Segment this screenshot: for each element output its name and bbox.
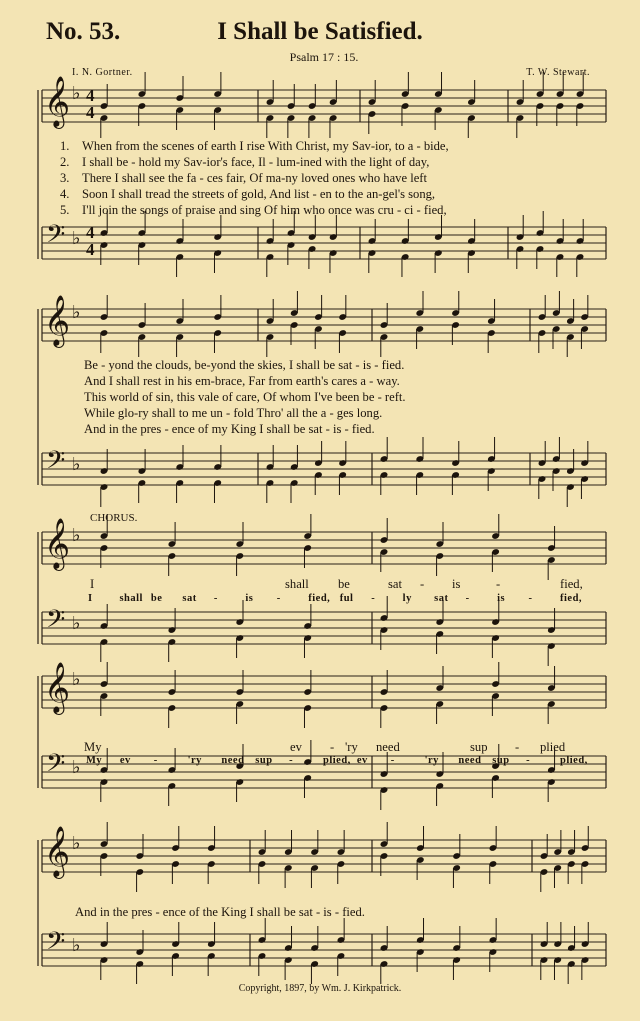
chorus-word: - bbox=[289, 755, 294, 766]
key-flat-icon: ♭ bbox=[72, 525, 81, 545]
chorus-word: sat bbox=[182, 593, 197, 604]
chorus-word: is bbox=[452, 577, 461, 591]
time-bottom: 4 bbox=[86, 240, 95, 259]
chorus-word: be bbox=[338, 577, 350, 591]
verse-1-line1 bbox=[60, 138, 449, 154]
chorus-word: be bbox=[150, 593, 163, 604]
treble-clef-icon: 𝄞 bbox=[44, 296, 71, 345]
chorus-word: - bbox=[153, 755, 158, 766]
verse-text: Soon I shall tread the streets of gold, And list - en to the an-gel's song, bbox=[82, 187, 436, 201]
verse-4-line1 bbox=[60, 186, 449, 202]
chorus-word: plied, bbox=[323, 755, 351, 766]
key-flat-icon: ♭ bbox=[72, 302, 81, 322]
chorus-word: - bbox=[528, 593, 533, 604]
treble-clef-icon: 𝄞 bbox=[44, 77, 71, 126]
chorus-word: ev bbox=[356, 755, 368, 766]
key-flat-icon: ♭ bbox=[72, 83, 81, 103]
chorus-word: 'ry bbox=[345, 740, 358, 754]
chorus-word: - bbox=[496, 577, 501, 591]
verse-number: 1. bbox=[60, 139, 70, 153]
key-flat-icon: ♭ bbox=[72, 833, 81, 853]
verse-text: There I shall see the fa - ces fair, Of ma-ny loved ones who have left bbox=[82, 171, 427, 185]
verse-3-line2: This world of sin, this vale of care, Of whom I've been be - reft. bbox=[84, 390, 406, 404]
verses-line1 bbox=[60, 138, 449, 218]
chorus-word: sup bbox=[492, 755, 510, 766]
key-flat-icon: ♭ bbox=[72, 228, 81, 248]
chorus-word: - bbox=[276, 593, 281, 604]
key-flat-icon: ♭ bbox=[72, 454, 81, 474]
chorus-word: My bbox=[86, 755, 103, 766]
hymn-number: No. 53. bbox=[46, 18, 121, 45]
chorus-word: is bbox=[245, 593, 254, 604]
chorus-word: sat bbox=[388, 577, 402, 591]
composer-credit: T. W. Stewart. bbox=[526, 67, 590, 78]
scripture-reference: Psalm 17 : 15. bbox=[289, 50, 359, 64]
verse-text: I shall be - hold my Sav-ior's face, Il - lum-ined with the light of day, bbox=[82, 155, 430, 169]
copyright-notice: Copyright, 1897, by Wm. J. Kirkpatrick. bbox=[238, 983, 402, 994]
chorus-word: ly bbox=[402, 593, 412, 604]
treble-clef-icon: 𝄞 bbox=[44, 827, 71, 876]
bass-clef-icon: 𝄢 bbox=[46, 221, 66, 254]
chorus-label: CHORUS. bbox=[90, 512, 138, 524]
key-flat-icon: ♭ bbox=[72, 757, 81, 777]
verse-4-line2: While glo-ry shall to me un - fold Thro' all the a - ges long. bbox=[84, 406, 383, 420]
time-top: 4 bbox=[86, 86, 95, 105]
author-credit: I. N. Gortner. bbox=[72, 67, 133, 78]
bass-clef-icon: 𝄢 bbox=[46, 928, 66, 961]
chorus-word: - bbox=[371, 593, 376, 604]
bass-clef-icon: 𝄢 bbox=[46, 606, 66, 639]
time-signature bbox=[86, 87, 95, 121]
verses-line2 bbox=[84, 357, 406, 437]
bass-clef-icon: 𝄢 bbox=[46, 447, 66, 480]
chorus-word: plied, bbox=[560, 755, 588, 766]
chorus-word: 'ry bbox=[187, 755, 202, 766]
verse-1-line2: Be - yond the clouds, be-yond the skies, I shall be sat - is - fied. bbox=[84, 358, 405, 372]
chorus-word: - bbox=[526, 755, 531, 766]
key-flat-icon: ♭ bbox=[72, 935, 81, 955]
verse-text: I'll join the songs of praise and sing Of him who once was cru - ci - fied, bbox=[82, 203, 447, 217]
treble-clef-icon: 𝄞 bbox=[44, 519, 71, 568]
bass-clef-icon: 𝄢 bbox=[46, 750, 66, 783]
time-signature bbox=[86, 224, 95, 258]
chorus-word: - bbox=[420, 577, 425, 591]
chorus-word: sup bbox=[470, 740, 488, 754]
verse-3-line1 bbox=[60, 170, 449, 186]
chorus-word: - bbox=[465, 593, 470, 604]
chorus-word: - bbox=[330, 740, 335, 754]
verse-number: 3. bbox=[60, 171, 70, 185]
chorus-word: plied bbox=[540, 740, 566, 754]
verse-text: When from the scenes of earth I rise With Christ, my Sav-ior, to a - bide, bbox=[82, 139, 449, 153]
verse-2-line1 bbox=[60, 154, 449, 170]
chorus-word: sup bbox=[255, 755, 273, 766]
chorus-word: ev bbox=[290, 740, 302, 754]
chorus-word: fied, bbox=[308, 593, 331, 604]
chorus-word: - bbox=[213, 593, 218, 604]
chorus-word: - bbox=[390, 755, 395, 766]
key-flat-icon: ♭ bbox=[72, 613, 81, 633]
chorus-word: My bbox=[84, 740, 102, 754]
verse-number: 2. bbox=[60, 155, 70, 169]
chorus-word: shall bbox=[285, 577, 309, 591]
chorus-word: shall bbox=[119, 593, 143, 604]
treble-clef-icon: 𝄞 bbox=[44, 663, 71, 712]
time-bottom: 4 bbox=[86, 103, 95, 122]
chorus-word: ev bbox=[119, 755, 131, 766]
hymn-title: I Shall be Satisfied. bbox=[217, 18, 423, 45]
chorus-word: need bbox=[458, 755, 482, 766]
verse-5-line2: And in the pres - ence of my King I shall be sat - is - fied. bbox=[84, 422, 375, 436]
verse-5-line1 bbox=[60, 202, 449, 218]
chorus-word: 'ry bbox=[424, 755, 439, 766]
chorus-word: need bbox=[376, 740, 400, 754]
chorus-word: is bbox=[497, 593, 506, 604]
chorus-word: sat bbox=[434, 593, 449, 604]
chorus-word: - bbox=[515, 740, 520, 754]
chorus-word: I bbox=[88, 593, 93, 604]
verse-number: 4. bbox=[60, 187, 70, 201]
verse-2-line2: And I shall rest in his em-brace, Far from earth's cares a - way. bbox=[84, 374, 400, 388]
chorus-final-line: And in the pres - ence of the King I shall be sat - is - fied. bbox=[75, 905, 365, 919]
verse-number: 5. bbox=[60, 203, 70, 217]
chorus-word: ful bbox=[339, 593, 354, 604]
chorus-word: fied, bbox=[560, 593, 583, 604]
chorus-word: fied, bbox=[560, 577, 583, 591]
chorus-word: I bbox=[90, 577, 95, 591]
time-top: 4 bbox=[86, 223, 95, 242]
chorus-word: need bbox=[221, 755, 245, 766]
key-flat-icon: ♭ bbox=[72, 669, 81, 689]
